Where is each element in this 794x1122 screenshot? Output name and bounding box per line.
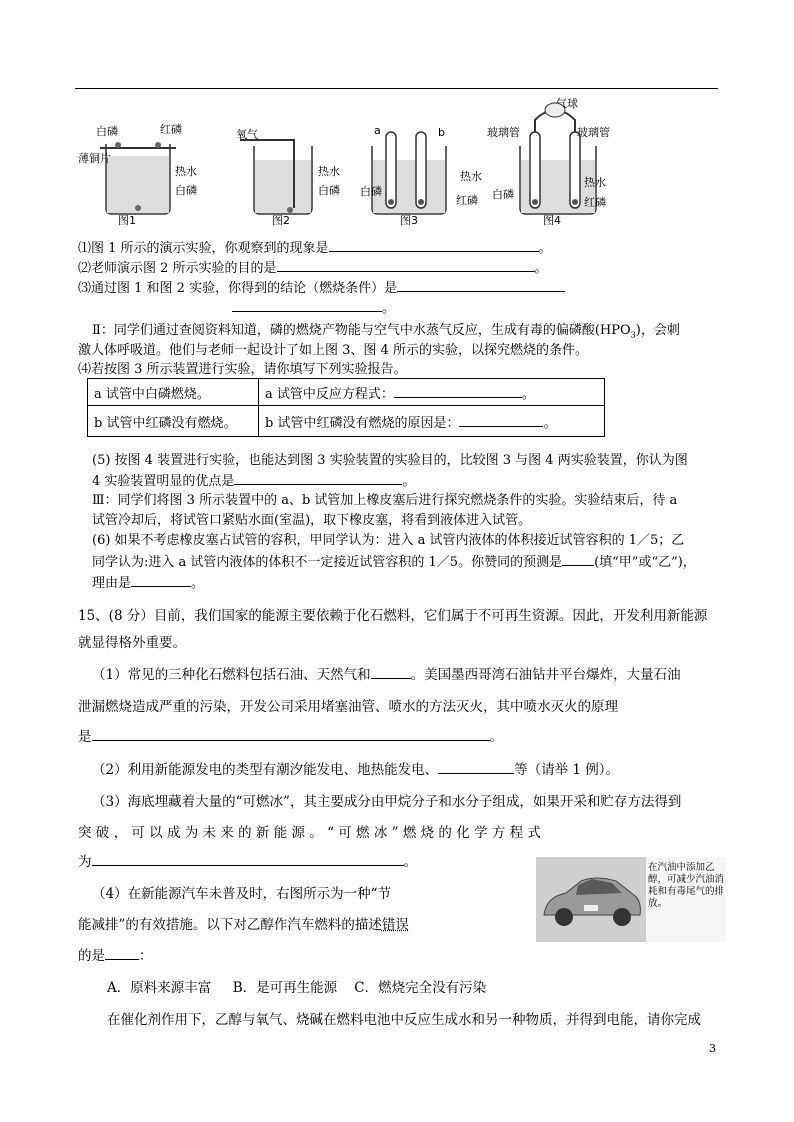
question-3: ⑶通过图 1 和图 2 实验，你得到的结论（燃烧条件）是: [78, 278, 565, 298]
part3-line2: 试管冷却后，将试管口紧贴水面(室温)，取下橡皮塞，将看到液体进入试管。: [92, 513, 532, 528]
part3-line1: Ⅲ：同学们将图 3 所示装置中的 a、b 试管加上橡皮塞后进行探究燃烧条件的实验。实验结束后，待 a: [92, 493, 678, 508]
fig2-label-white-p: 白磷: [318, 184, 340, 197]
fig4-label-balloon: 气球: [556, 97, 578, 110]
part2-intro-line2: 激人体呼吸道。他们与老师一起设计了如上图 3、图 4 所示的实验，以探究燃烧的条件。: [78, 343, 588, 358]
q2-answer-blank[interactable]: [277, 258, 535, 272]
sub-1-line3: 是 。: [78, 729, 503, 745]
question-6-line3: 理由是 。: [92, 573, 204, 593]
fig4-caption: 图4: [543, 214, 561, 227]
question-15-line1: 15、(8 分）目前，我们国家的能源主要依赖于化石燃料，它们属于不可再生资源。因此，开发利用新能源: [78, 608, 708, 624]
fig4-label-glass-tube-right: 玻璃管: [577, 126, 610, 139]
options: A．原料来源丰富 B．是可再生能源 C．燃烧完全没有污染: [107, 980, 487, 996]
new-energy-blank[interactable]: [438, 760, 514, 774]
methane-equation-blank[interactable]: [92, 852, 404, 866]
question-1: ⑴图 1 所示的演示实验，你观察到的现象是 。: [78, 238, 552, 258]
question-5-line2: 4 实验装置明显的优点是 。: [92, 471, 415, 491]
sub-3-line2: 突 破 ， 可 以 成 为 未 来 的 新 能 源 。 “ 可 燃 冰 ” 燃 烧 的 化 学 方 程 式: [78, 825, 541, 841]
q1-answer-blank[interactable]: [329, 238, 539, 252]
fig1-caption: 图1: [118, 214, 136, 227]
question-5-line1: (5) 按图 4 装置进行实验，也能达到图 3 实验装置的实验目的，比较图 3 与图 4 两实验装置，你认为图: [92, 453, 688, 468]
fig4-label-white-p: 白磷: [492, 188, 514, 201]
emphasis-wrong: 错误: [381, 917, 409, 933]
car-caption: 在汽油中添加乙醇，可减少汽油消耗和有毒尾气的排放。: [648, 862, 725, 909]
q3-answer-blank-1[interactable]: [397, 278, 565, 292]
fig1-label-copper: 薄铜片: [78, 152, 111, 165]
sub-4-line1: （4）在新能源汽车未普及时，右图所示为一种“节: [92, 886, 391, 902]
top-rule: [75, 88, 718, 89]
fig1-label-white-p: 白磷: [96, 125, 118, 138]
fig3-label-white-p: 白磷: [360, 185, 382, 198]
fig1-label-red-p: 红磷: [160, 123, 182, 136]
experiment-report-table: [87, 378, 605, 437]
fig4-label-glass-tube-left: 玻璃管: [487, 126, 520, 139]
part2-intro-line1: Ⅱ：同学们通过查阅资料知道，磷的燃烧产物能与空气中水蒸气反应，生成有毒的偏磷酸$(HPO_3)$，会刺: [92, 323, 680, 340]
car-icon: [536, 857, 646, 942]
table-row: [88, 406, 605, 437]
figure-2: [240, 96, 320, 228]
fig3-label-a: a: [374, 124, 381, 137]
fig3-label-red-p: 红磷: [456, 194, 478, 207]
question-6-line2: 同学认为:进入 a 试管内液体的体积不一定接近试管容积的 1／5。你赞同的预测是 (填“甲”或“乙”)，: [92, 552, 696, 572]
fig4-label-hot-water: 热水: [584, 176, 606, 189]
q6-choice-blank[interactable]: [562, 552, 594, 566]
sub-4-line3: 的是 ：: [78, 948, 153, 964]
table-cell: a 试管中白磷燃烧。: [88, 379, 259, 406]
fig1-label-hot-water: 热水: [175, 165, 197, 178]
table-cell: b 试管中红磷没有燃烧。: [88, 406, 259, 437]
question-2: ⑵老师演示图 2 所示实验的目的是 。: [78, 258, 548, 278]
question-3-continued: 。: [232, 298, 395, 318]
reason-answer-blank[interactable]: [459, 413, 543, 427]
sub-2: （2）利用新能源发电的类型有潮汐能发电、地热能发电、 等（请举 1 例）。: [92, 762, 620, 778]
equation-answer-blank[interactable]: [394, 384, 522, 398]
last-line: 在催化剂作用下，乙醇与氧气、烧碱在燃料电池中反应生成水和另一种物质，并得到电能，请你完成: [107, 1012, 701, 1028]
q6-reason-blank[interactable]: [131, 573, 191, 587]
fossil-fuel-blank[interactable]: [371, 665, 411, 679]
table-cell: b 试管中红磷没有燃烧的原因是： 。: [259, 406, 605, 437]
question-4: ⑷若按图 3 所示装置进行实验，请你填写下列实验报告。: [78, 362, 407, 377]
question-15-line2: 就显得格外重要。: [78, 635, 186, 651]
figure-3: [360, 96, 460, 228]
sub-1-line1: （1）常见的三种化石燃料包括石油、天然气和 。美国墨西哥湾石油钻井平台爆炸，大量石油: [92, 667, 681, 683]
fig3-label-hot-water: 热水: [460, 170, 482, 183]
fig3-caption: 图3: [400, 214, 418, 227]
sub-4-line2: 能减排”的有效措施。以下对乙醇作汽车燃料的描述错误: [78, 917, 409, 933]
fire-principle-blank[interactable]: [92, 727, 490, 741]
page-number: 3: [709, 1042, 716, 1055]
fig4-label-red-p: 红磷: [584, 196, 606, 209]
q3-answer-blank-2[interactable]: [232, 298, 382, 312]
fig3-label-b: b: [438, 126, 445, 139]
table-cell: a 试管中反应方程式： 。: [259, 379, 605, 406]
sub-3-line1: （3）海底埋藏着大量的“可燃冰”，其主要成分由甲烷分子和水分子组成，如果开采和贮存方法得到: [92, 794, 682, 810]
question-6-line1: (6) 如果不考虑橡皮塞占试管的容积，甲同学认为：进入 a 试管内液体的体积接近试管容积的 1／5；乙: [92, 533, 685, 548]
table-row: [88, 379, 605, 406]
fig1-label-white-p-2: 白磷: [175, 184, 197, 197]
sub-1-line2: 泄漏燃烧造成严重的污染，开发公司采用堵塞油管、喷水的方法灭火，其中喷水灭火的原理: [78, 699, 618, 715]
q5-answer-blank[interactable]: [234, 471, 402, 485]
fig2-caption: 图2: [272, 214, 290, 227]
fig2-label-oxygen: 氧气: [236, 128, 258, 141]
sub-3-line3: 为 。: [78, 854, 417, 870]
ethanol-answer-blank[interactable]: [105, 946, 139, 960]
fig2-label-hot-water: 热水: [318, 165, 340, 178]
